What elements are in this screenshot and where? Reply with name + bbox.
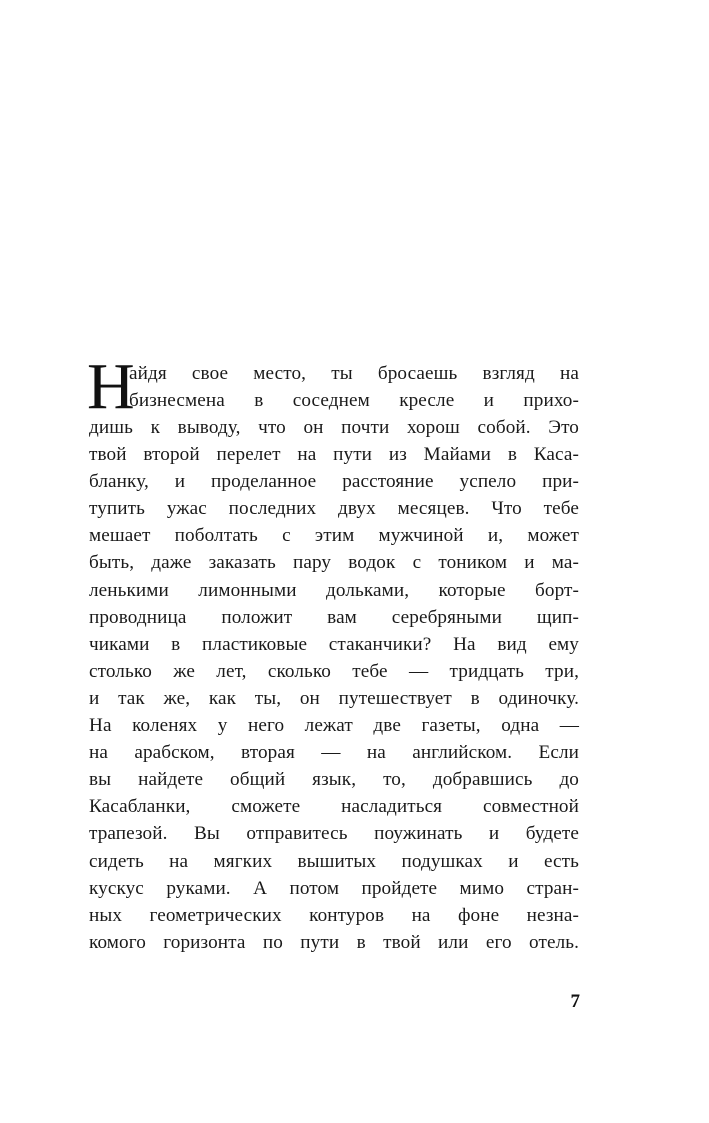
text-line: трапезой. Вы отправитесь поужинать и будете (89, 823, 579, 845)
text-line: бизнесмена в соседнем кресле и прихо- (129, 390, 579, 412)
text-line: сидеть на мягких вышитых подушках и есть (89, 850, 579, 872)
text-line: и так же, как ты, он путешествует в одиночку. (89, 687, 579, 709)
text-line: тупить ужас последних двух месяцев. Что тебе (89, 498, 579, 520)
text-line: мешает поболтать с этим мужчиной и, может (89, 525, 579, 547)
text-line: комого горизонта по пути в твой или его отель. (89, 931, 579, 953)
opening-lines (87, 350, 579, 423)
text-line: проводница положит вам серебряными щип- (89, 606, 579, 628)
text-line: вы найдете общий язык, то, добравшись до (89, 769, 579, 791)
text-line: кускус руками. А потом пройдете мимо стран- (89, 877, 579, 899)
text-line: дишь к выводу, что он почти хорош собой. Это (89, 417, 579, 438)
page-number: 7 (570, 991, 580, 1012)
drop-cap: Н (87, 350, 135, 423)
text-line: Касабланки, сможете насладиться совместной (89, 796, 579, 818)
text-line: твой второй перелет на пути из Майами в Каса- (89, 444, 579, 466)
indented-lines (129, 360, 579, 414)
text-line: быть, даже заказать пару водок с тоником и ма- (89, 552, 579, 574)
body-text (87, 350, 579, 956)
text-line: столько же лет, сколько тебе — тридцать три, (89, 660, 579, 682)
text-line: айдя свое место, ты бросаешь взгляд на (129, 363, 579, 384)
text-line: бланку, и проделанное расстояние успело при- (89, 471, 579, 493)
text-line: на арабском, вторая — на английском. Если (89, 742, 579, 764)
text-line: чиками в пластиковые стаканчики? На вид ему (89, 633, 579, 655)
text-line: ных геометрических контуров на фоне незна- (89, 904, 579, 926)
text-line: На коленях у него лежат две газеты, одна — (89, 715, 579, 737)
text-line: ленькими лимонными дольками, которые борт- (89, 579, 579, 601)
